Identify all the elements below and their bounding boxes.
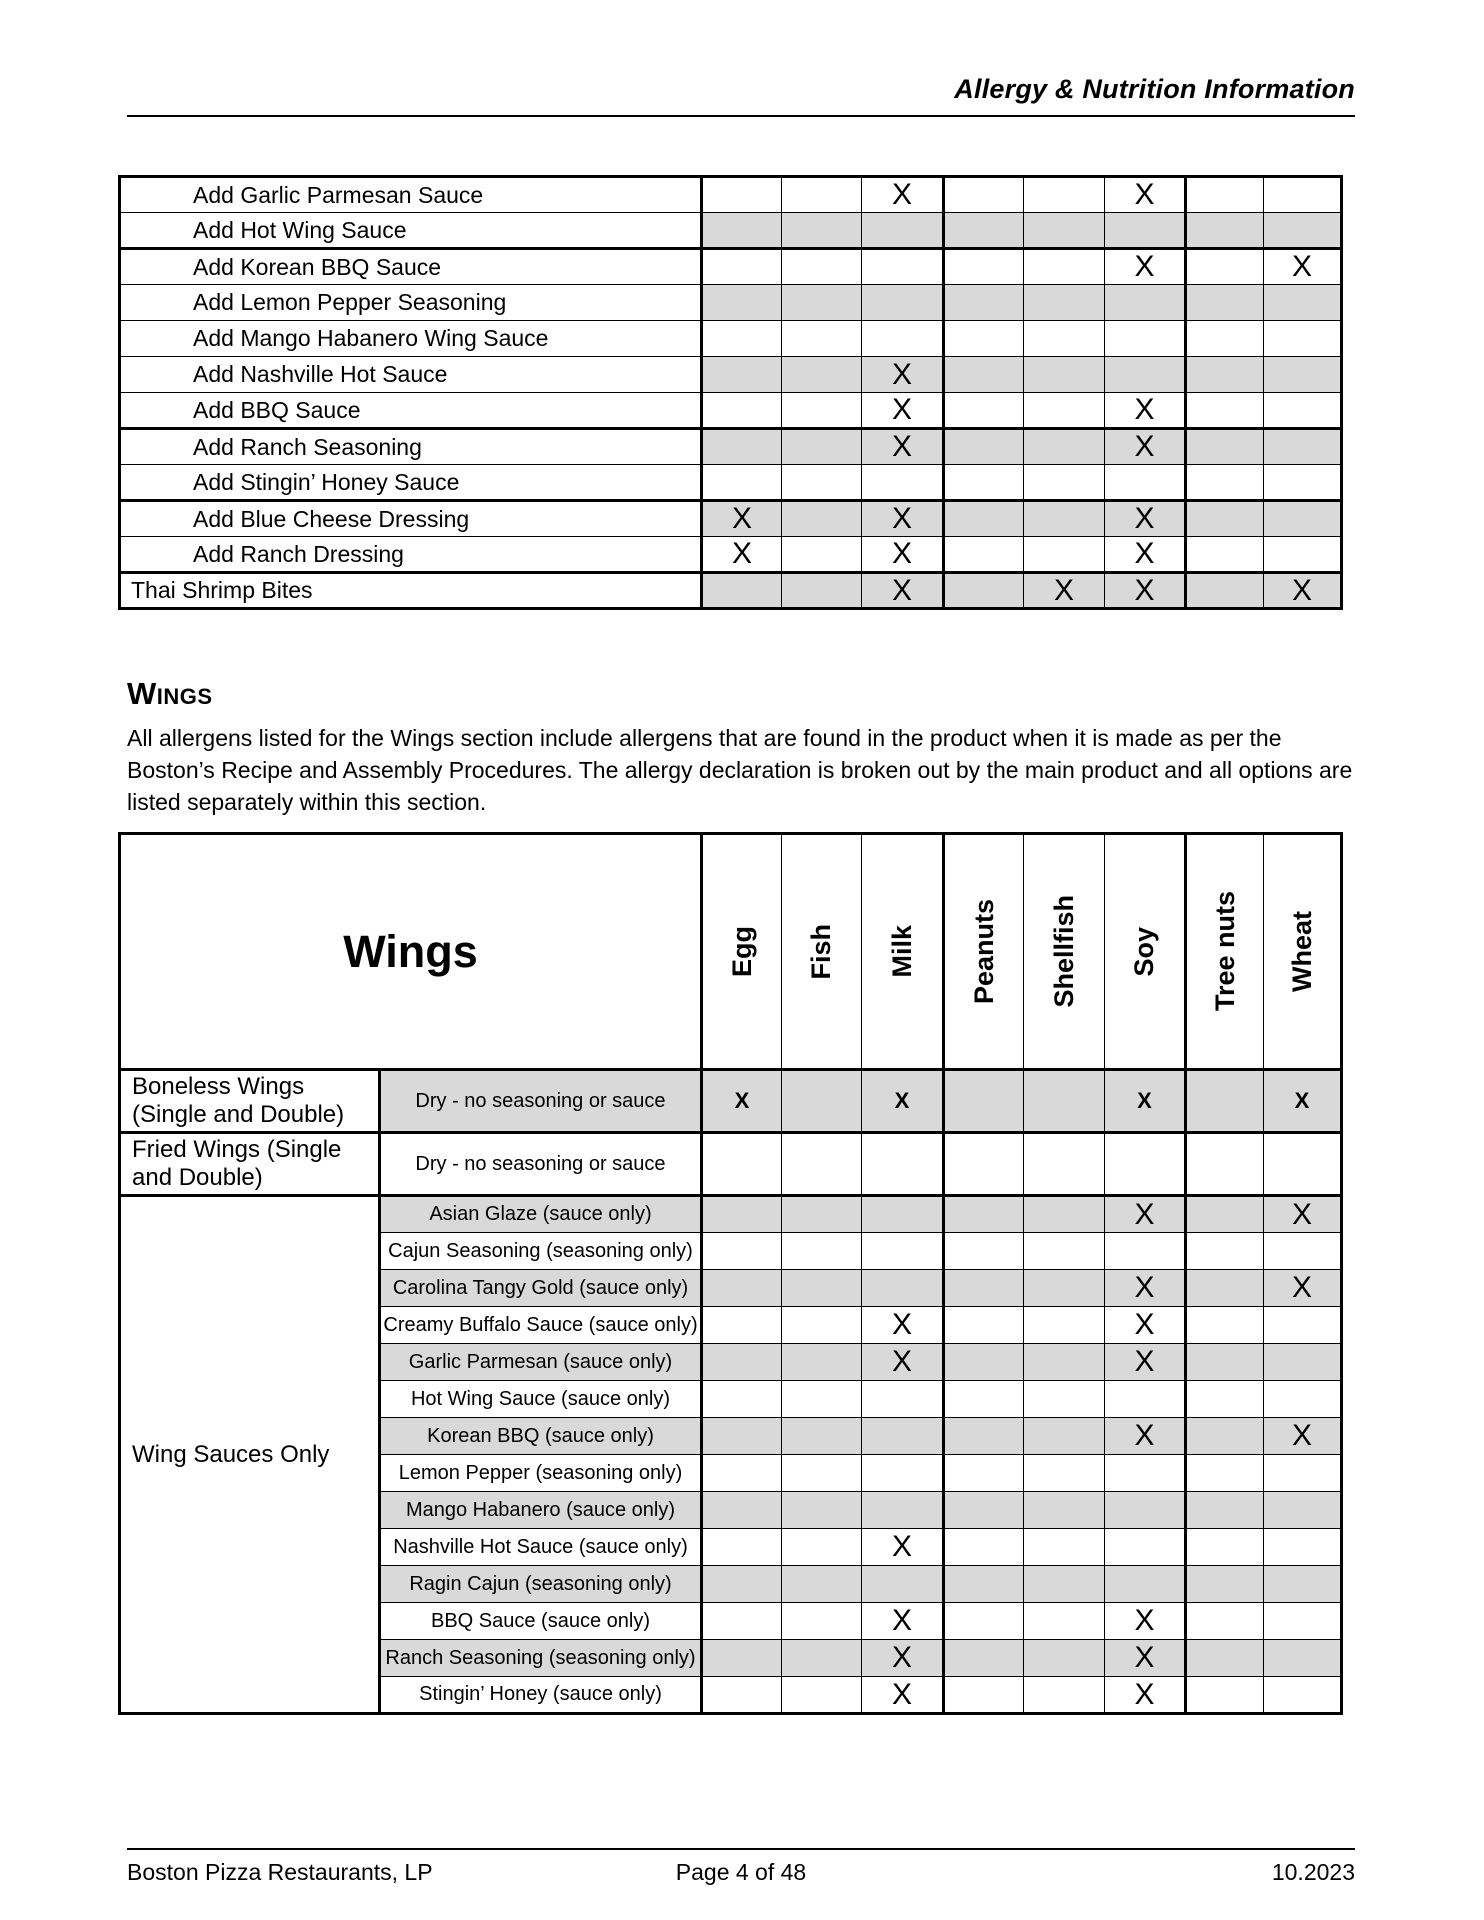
allergen-mark-cell [782,1196,862,1233]
allergen-mark-cell: X [862,1677,944,1714]
page-footer [127,1848,1355,1886]
allergen-mark-cell [1024,1603,1105,1640]
allergen-mark-cell [702,1566,782,1603]
allergen-mark-cell [1024,429,1105,465]
allergen-mark-cell: X [862,1070,944,1133]
allergen-column-header: Peanuts [944,834,1024,1070]
allergen-mark-cell: X [862,429,944,465]
item-label: Thai Shrimp Bites [120,573,702,609]
allergen-mark-cell [944,1270,1024,1307]
allergen-mark-cell [702,1603,782,1640]
allergen-mark-cell [944,1381,1024,1418]
allergen-mark-cell [1186,1566,1264,1603]
allergen-mark-cell [1264,357,1342,393]
item-label: Add Blue Cheese Dressing [120,501,702,537]
allergen-mark-cell [782,177,862,213]
allergen-mark-cell: X [862,573,944,609]
item-label: Add Garlic Parmesan Sauce [120,177,702,213]
item-label: Add Nashville Hot Sauce [120,357,702,393]
footer-date: 10.2023 [1271,1859,1355,1885]
allergen-mark-cell [944,213,1024,249]
item-label: Lemon Pepper (seasoning only) [380,1455,702,1492]
allergen-mark-cell [1024,1233,1105,1270]
allergen-mark-cell: X [1105,573,1186,609]
table-row [120,429,1342,465]
allergen-mark-cell [702,1492,782,1529]
allergen-mark-cell: X [1105,1603,1186,1640]
allergen-mark-cell [1186,1070,1264,1133]
allergen-mark-cell: X [1105,1418,1186,1455]
allergen-mark-cell [944,1677,1024,1714]
item-label: Nashville Hot Sauce (sauce only) [380,1529,702,1566]
allergen-mark-cell [702,1640,782,1677]
allergen-mark-cell [782,1492,862,1529]
allergen-mark-cell [782,1070,862,1133]
allergen-mark-cell: X [1105,501,1186,537]
item-label: Dry - no seasoning or sauce [380,1133,702,1196]
allergen-mark-cell [702,429,782,465]
allergen-mark-cell [1105,321,1186,357]
allergen-mark-cell [1024,1640,1105,1677]
allergen-mark-cell [702,1381,782,1418]
allergen-mark-cell [782,501,862,537]
allergen-mark-cell: X [1264,249,1342,285]
allergen-mark-cell [862,465,944,501]
allergen-mark-cell [944,1603,1024,1640]
item-label: Add Mango Habanero Wing Sauce [120,321,702,357]
allergen-mark-cell [702,1233,782,1270]
allergen-mark-cell [944,1344,1024,1381]
item-label: Korean BBQ (sauce only) [380,1418,702,1455]
allergen-mark-cell [1186,1381,1264,1418]
allergen-mark-cell [1264,1492,1342,1529]
item-label: Stingin’ Honey (sauce only) [380,1677,702,1714]
wings-table-header-row [120,834,1342,1070]
allergen-mark-cell [1105,1529,1186,1566]
item-label: Creamy Buffalo Sauce (sauce only) [380,1307,702,1344]
allergen-mark-cell [702,321,782,357]
allergen-mark-cell [1186,1133,1264,1196]
allergen-mark-cell [702,465,782,501]
allergen-mark-cell: X [1264,1196,1342,1233]
allergen-mark-cell [1024,465,1105,501]
footer-company: Boston Pizza Restaurants, LP [127,1859,433,1885]
wings-allergen-table [118,832,1343,1715]
allergen-mark-cell [782,1307,862,1344]
allergen-mark-cell: X [702,1070,782,1133]
allergen-column-header: Tree nuts [1186,834,1264,1070]
allergen-mark-cell [944,1070,1024,1133]
allergen-mark-cell [782,1133,862,1196]
allergen-mark-cell [782,1603,862,1640]
wings-section-heading: Wings [127,676,213,711]
allergen-mark-cell [944,249,1024,285]
allergen-mark-cell [944,465,1024,501]
allergen-mark-cell: X [1105,429,1186,465]
allergen-mark-cell [1264,537,1342,573]
allergen-mark-cell [782,1381,862,1418]
allergen-mark-cell [782,321,862,357]
allergen-mark-cell [1264,1455,1342,1492]
allergen-mark-cell [862,1196,944,1233]
allergen-mark-cell [1024,249,1105,285]
allergen-mark-cell [782,1233,862,1270]
group-label: Wing Sauces Only [120,1196,380,1714]
allergen-mark-cell [702,1677,782,1714]
allergen-mark-cell [862,1418,944,1455]
page-header-title: Allergy & Nutrition Information [954,74,1355,104]
allergen-mark-cell [862,1455,944,1492]
allergen-mark-cell [782,213,862,249]
allergen-mark-cell: X [862,1344,944,1381]
allergen-mark-cell [1264,393,1342,429]
wings-section-intro: All allergens listed for the Wings section include allergens that are found in the product when it is made as per the Boston’s Recipe and Assembly Procedures. The allergy declaration is broken out by the main product and all options are listed separately within this section. [127,725,1353,815]
allergen-mark-cell [702,573,782,609]
item-label: BBQ Sauce (sauce only) [380,1603,702,1640]
item-label: Cajun Seasoning (seasoning only) [380,1233,702,1270]
page-header [127,74,1355,117]
allergen-mark-cell [1024,1344,1105,1381]
allergen-column-header: Fish [782,834,862,1070]
allergen-mark-cell [1186,1529,1264,1566]
item-label: Dry - no seasoning or sauce [380,1070,702,1133]
allergen-mark-cell: X [1105,1677,1186,1714]
allergen-mark-cell: X [862,1603,944,1640]
allergen-mark-cell [1024,393,1105,429]
allergen-mark-cell [1264,1233,1342,1270]
allergen-mark-cell [702,357,782,393]
allergen-mark-cell [1264,1566,1342,1603]
allergen-mark-cell [1186,537,1264,573]
allergen-mark-cell [1186,321,1264,357]
allergen-mark-cell [1024,1070,1105,1133]
allergen-mark-cell [944,1233,1024,1270]
allergen-mark-cell [1024,1381,1105,1418]
allergen-mark-cell: X [1264,573,1342,609]
allergen-mark-cell [1024,1307,1105,1344]
allergen-mark-cell [1186,213,1264,249]
allergen-mark-cell [702,249,782,285]
allergen-mark-cell [1186,1492,1264,1529]
allergen-mark-cell [782,285,862,321]
allergen-mark-cell [782,1529,862,1566]
allergen-mark-cell [782,1418,862,1455]
allergen-mark-cell [1024,1455,1105,1492]
allergen-mark-cell [782,357,862,393]
allergen-mark-cell [1105,465,1186,501]
allergen-mark-cell [782,573,862,609]
allergen-mark-cell [1186,285,1264,321]
allergen-mark-cell: X [862,501,944,537]
allergen-mark-cell [1105,1492,1186,1529]
table-row [120,501,1342,537]
addons-allergen-table [118,175,1343,610]
allergen-mark-cell [1105,1566,1186,1603]
allergen-mark-cell [702,1455,782,1492]
table-row [120,321,1342,357]
allergen-mark-cell [1024,357,1105,393]
table-row [120,1133,1342,1196]
allergen-mark-cell: X [862,177,944,213]
allergen-mark-cell [1105,213,1186,249]
table-row [120,357,1342,393]
allergen-mark-cell [1105,357,1186,393]
item-label: Garlic Parmesan (sauce only) [380,1344,702,1381]
table-row [120,537,1342,573]
allergen-mark-cell [1024,1133,1105,1196]
item-label: Carolina Tangy Gold (sauce only) [380,1270,702,1307]
wings-table-title: Wings [120,834,702,1070]
allergen-mark-cell [944,429,1024,465]
allergen-column-header: Milk [862,834,944,1070]
allergen-mark-cell [1105,1233,1186,1270]
allergen-mark-cell [702,393,782,429]
allergen-mark-cell [1105,1381,1186,1418]
allergen-mark-cell [782,1640,862,1677]
table-row [120,465,1342,501]
item-label: Mango Habanero (sauce only) [380,1492,702,1529]
allergen-mark-cell [862,321,944,357]
allergen-mark-cell [1024,177,1105,213]
allergen-mark-cell [944,1455,1024,1492]
item-label: Hot Wing Sauce (sauce only) [380,1381,702,1418]
allergen-mark-cell [944,1529,1024,1566]
allergen-mark-cell [862,1381,944,1418]
allergen-mark-cell [944,357,1024,393]
allergen-mark-cell [1024,213,1105,249]
allergen-mark-cell [944,393,1024,429]
allergen-mark-cell: X [702,501,782,537]
allergen-mark-cell: X [1105,177,1186,213]
allergen-mark-cell [862,285,944,321]
allergen-mark-cell [1186,1344,1264,1381]
allergen-mark-cell [944,1307,1024,1344]
allergen-mark-cell [1186,1455,1264,1492]
allergen-mark-cell [862,1492,944,1529]
allergen-mark-cell [944,537,1024,573]
allergen-mark-cell [862,249,944,285]
allergen-mark-cell [862,1270,944,1307]
item-label: Ragin Cajun (seasoning only) [380,1566,702,1603]
allergen-mark-cell [702,213,782,249]
allergen-mark-cell [862,1133,944,1196]
item-label: Add Korean BBQ Sauce [120,249,702,285]
allergen-mark-cell [1186,1307,1264,1344]
allergen-mark-cell: X [1105,1196,1186,1233]
group-label: Boneless Wings (Single and Double) [120,1070,380,1133]
allergen-mark-cell [1105,1455,1186,1492]
allergen-mark-cell [944,1196,1024,1233]
allergen-mark-cell [1024,285,1105,321]
allergen-mark-cell [702,285,782,321]
allergen-mark-cell: X [1105,1640,1186,1677]
table-row [120,249,1342,285]
table-row [120,285,1342,321]
allergen-mark-cell [1186,1233,1264,1270]
allergen-mark-cell [1264,1381,1342,1418]
allergen-mark-cell [1186,1640,1264,1677]
group-label: Fried Wings (Single and Double) [120,1133,380,1196]
table-row [120,213,1342,249]
allergen-mark-cell [1024,1418,1105,1455]
item-label: Add Ranch Dressing [120,537,702,573]
allergen-mark-cell [1264,1344,1342,1381]
allergen-mark-cell [944,1418,1024,1455]
item-label: Add Stingin’ Honey Sauce [120,465,702,501]
item-label: Ranch Seasoning (seasoning only) [380,1640,702,1677]
allergen-mark-cell [1264,1677,1342,1714]
allergen-mark-cell [1264,321,1342,357]
item-label: Add BBQ Sauce [120,393,702,429]
allergen-mark-cell [782,249,862,285]
allergen-mark-cell [1186,357,1264,393]
item-label: Asian Glaze (sauce only) [380,1196,702,1233]
table-row [120,1070,1342,1133]
allergen-mark-cell: X [1105,393,1186,429]
allergen-mark-cell [944,1492,1024,1529]
allergen-mark-cell [1264,1307,1342,1344]
table-row [120,573,1342,609]
allergen-mark-cell: X [1105,1070,1186,1133]
allergen-mark-cell: X [1105,249,1186,285]
allergen-mark-cell [702,177,782,213]
allergen-mark-cell [702,1344,782,1381]
allergen-mark-cell: X [862,1307,944,1344]
allergen-mark-cell [944,573,1024,609]
allergen-mark-cell: X [1264,1270,1342,1307]
allergen-mark-cell [702,1196,782,1233]
allergen-mark-cell [1264,1603,1342,1640]
allergen-mark-cell [782,1566,862,1603]
allergen-mark-cell [1105,1133,1186,1196]
allergen-mark-cell [782,429,862,465]
allergen-mark-cell [1186,1418,1264,1455]
table-row [120,393,1342,429]
allergen-mark-cell [782,1677,862,1714]
item-label: Add Hot Wing Sauce [120,213,702,249]
allergen-mark-cell [1264,501,1342,537]
item-label: Add Ranch Seasoning [120,429,702,465]
allergen-mark-cell [1024,537,1105,573]
allergen-mark-cell [944,1133,1024,1196]
allergen-mark-cell [1264,213,1342,249]
allergen-column-header: Egg [702,834,782,1070]
allergen-mark-cell: X [1105,1307,1186,1344]
allergen-mark-cell [1186,465,1264,501]
allergen-mark-cell: X [862,537,944,573]
allergen-mark-cell [1105,285,1186,321]
allergen-mark-cell [1024,321,1105,357]
allergen-mark-cell [782,1270,862,1307]
allergen-mark-cell [1186,177,1264,213]
allergen-mark-cell [1264,177,1342,213]
allergen-mark-cell [782,465,862,501]
allergen-mark-cell [1024,1196,1105,1233]
allergen-mark-cell [1024,1677,1105,1714]
table-row [120,177,1342,213]
allergen-column-header: Soy [1105,834,1186,1070]
allergen-mark-cell [862,213,944,249]
allergen-mark-cell [782,393,862,429]
allergen-mark-cell [944,501,1024,537]
allergen-mark-cell [944,321,1024,357]
allergen-mark-cell [702,1307,782,1344]
allergen-mark-cell [1186,1196,1264,1233]
allergen-mark-cell: X [1264,1070,1342,1133]
allergen-mark-cell [1024,501,1105,537]
allergen-mark-cell [944,1566,1024,1603]
allergen-mark-cell [862,1566,944,1603]
allergen-mark-cell [944,1640,1024,1677]
allergen-mark-cell [1264,465,1342,501]
allergen-mark-cell [1264,429,1342,465]
table-row [120,1196,1342,1233]
allergen-mark-cell [1186,573,1264,609]
allergen-mark-cell [782,1455,862,1492]
allergen-mark-cell [1186,249,1264,285]
allergen-mark-cell [1024,1270,1105,1307]
allergen-column-header: Wheat [1264,834,1342,1070]
allergen-mark-cell: X [1264,1418,1342,1455]
footer-page-number: Page 4 of 48 [675,1859,807,1885]
allergen-mark-cell [862,1233,944,1270]
allergen-mark-cell [1186,501,1264,537]
allergen-mark-cell [1024,1529,1105,1566]
allergen-mark-cell [944,285,1024,321]
allergen-mark-cell [1186,1270,1264,1307]
allergen-mark-cell [1264,1133,1342,1196]
allergen-mark-cell [782,537,862,573]
allergen-mark-cell [702,1133,782,1196]
allergen-mark-cell [944,177,1024,213]
allergen-mark-cell [702,1529,782,1566]
allergen-mark-cell [1024,1566,1105,1603]
allergen-mark-cell [1264,1529,1342,1566]
allergen-mark-cell: X [862,357,944,393]
allergen-mark-cell: X [1105,1344,1186,1381]
allergen-mark-cell [782,1344,862,1381]
allergen-mark-cell [1024,1492,1105,1529]
allergen-mark-cell [1264,285,1342,321]
allergen-mark-cell: X [1105,1270,1186,1307]
item-label: Add Lemon Pepper Seasoning [120,285,702,321]
allergen-mark-cell [1186,1603,1264,1640]
allergen-mark-cell [1264,1640,1342,1677]
allergen-mark-cell [1186,1677,1264,1714]
allergen-mark-cell: X [862,1640,944,1677]
allergen-mark-cell: X [1024,573,1105,609]
allergen-column-header: Shellfish [1024,834,1105,1070]
allergen-mark-cell [1186,429,1264,465]
allergen-mark-cell: X [862,393,944,429]
allergen-mark-cell [702,1270,782,1307]
allergen-mark-cell: X [862,1529,944,1566]
allergen-mark-cell [1186,393,1264,429]
allergen-mark-cell: X [1105,537,1186,573]
allergen-mark-cell: X [702,537,782,573]
allergen-mark-cell [702,1418,782,1455]
